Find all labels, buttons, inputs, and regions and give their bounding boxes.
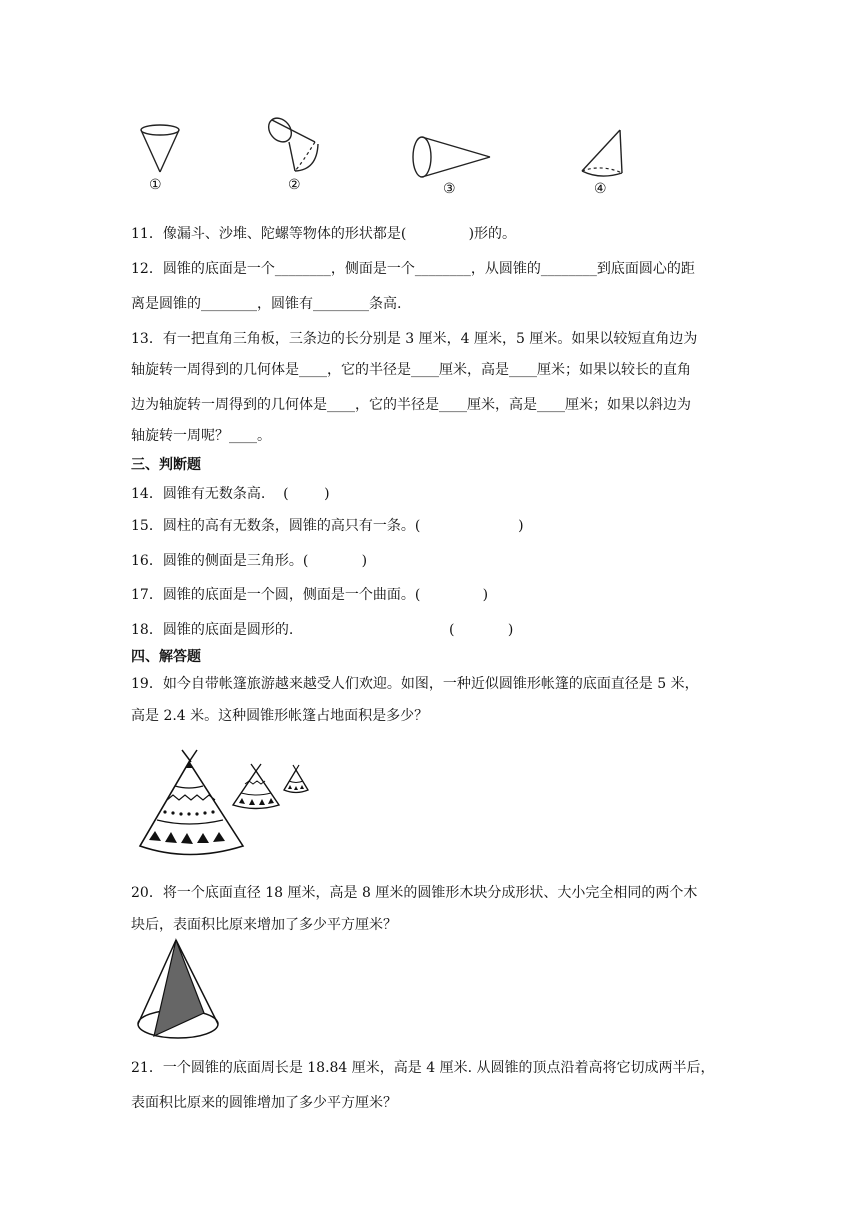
cut-cone-illustration — [136, 938, 226, 1046]
question-19-line-2: 高是 2.4 米。这种圆锥形帐篷占地面积是多少？ — [131, 708, 429, 724]
figure-label-3: ③ — [443, 181, 456, 197]
question-18: 18．圆锥的底面是圆形的. ( ) — [131, 622, 514, 638]
tents-illustration — [135, 748, 315, 860]
question-11: 11．像漏斗、沙堆、陀螺等物体的形状都是( )形的。 — [131, 226, 517, 242]
section-3-title: 三、判断题 — [131, 457, 201, 473]
question-16: 16．圆锥的侧面是三角形。( ) — [131, 553, 368, 569]
question-21-line-2: 表面积比原来的圆锥增加了多少平方厘米？ — [131, 1095, 397, 1111]
question-21-line-1: 21．一个圆锥的底面周长是 18.84 厘米，高是 4 厘米. 从圆锥的顶点沿着高将它切成两半后， — [131, 1060, 715, 1076]
big-tent — [140, 750, 243, 855]
question-19-line-1: 19．如今自带帐篷旅游越来越受人们欢迎。如图，一种近似圆锥形帐篷的底面直径是 5 米， — [131, 676, 699, 692]
figure-label-1: ① — [149, 177, 162, 193]
section-4-title: 四、解答题 — [131, 649, 201, 665]
question-13-line-1: 13．有一把直角三角板，三条边的长分别是 3 厘米，4 厘米，5 厘米。如果以较短直角边为 — [131, 331, 698, 347]
cone-figure-2 — [262, 108, 332, 180]
question-17: 17．圆锥的底面是一个圆，侧面是一个曲面。( ) — [131, 587, 489, 603]
question-13-line-4: 轴旋转一周呢？____。 — [131, 428, 271, 444]
question-14: 14．圆锥有无数条高. ( ) — [131, 486, 330, 502]
question-13-line-3: 边为轴旋转一周得到的几何体是____，它的半径是____厘米，高是____厘米；如果以斜边为 — [131, 397, 691, 413]
question-20-line-1: 20．将一个底面直径 18 厘米，高是 8 厘米的圆锥形木块分成形状、大小完全相同的两个木 — [131, 885, 698, 901]
question-12-line-2: 离是圆锥的________，圆锥有________条高. — [131, 296, 402, 312]
cone-figure-4 — [578, 128, 638, 183]
question-15: 15．圆柱的高有无数条，圆锥的高只有一条。( ) — [131, 518, 524, 534]
figure-label-4: ④ — [594, 181, 607, 197]
question-12-line-1: 12．圆锥的底面是一个________，侧面是一个________，从圆锥的________到底面圆心的距 — [131, 261, 695, 277]
question-13-line-2: 轴旋转一周得到的几何体是____，它的半径是____厘米，高是____厘米；如果以较长的直角 — [131, 362, 691, 378]
question-20-line-2: 块后，表面积比原来增加了多少平方厘米？ — [131, 917, 397, 933]
cone-figure-1 — [130, 122, 190, 177]
small-tent — [284, 765, 308, 793]
figure-label-2: ② — [288, 177, 301, 193]
cone-figure-3 — [410, 135, 495, 180]
medium-tent — [233, 764, 279, 809]
